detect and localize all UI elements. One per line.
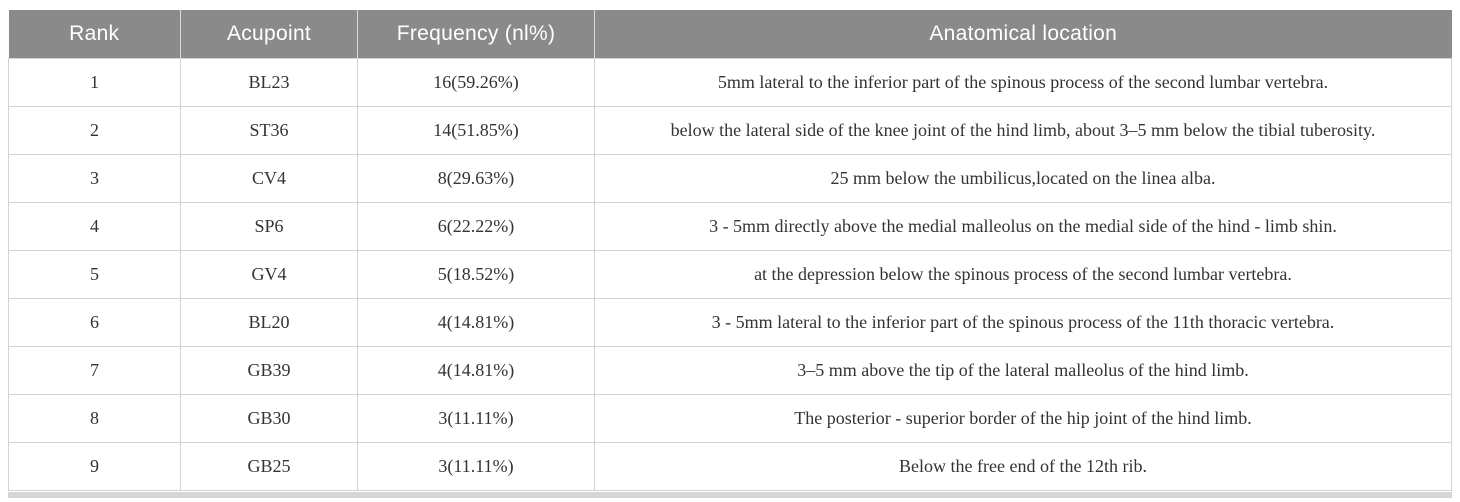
cell-rank: 1 xyxy=(9,59,181,107)
cell-frequency: 3(11.11%) xyxy=(358,443,595,491)
cell-anatomical-location: at the depression below the spinous process of the second lumbar vertebra. xyxy=(595,251,1452,299)
cell-rank: 7 xyxy=(9,347,181,395)
cell-acupoint: SP6 xyxy=(181,203,358,251)
cell-rank: 2 xyxy=(9,107,181,155)
table-row xyxy=(9,299,1452,347)
header-row xyxy=(9,10,1452,59)
table-row xyxy=(9,443,1452,491)
cell-rank: 8 xyxy=(9,395,181,443)
acupoint-frequency-table xyxy=(8,10,1452,491)
cell-anatomical-location: 3 - 5mm lateral to the inferior part of the spinous process of the 11th thoracic vertebra. xyxy=(595,299,1452,347)
table-row xyxy=(9,203,1452,251)
table-row xyxy=(9,59,1452,107)
cell-rank: 5 xyxy=(9,251,181,299)
cell-acupoint: CV4 xyxy=(181,155,358,203)
table-row xyxy=(9,395,1452,443)
table-row xyxy=(9,107,1452,155)
cell-anatomical-location: 5mm lateral to the inferior part of the spinous process of the second lumbar vertebra. xyxy=(595,59,1452,107)
cell-rank: 4 xyxy=(9,203,181,251)
cell-anatomical-location: 25 mm below the umbilicus,located on the linea alba. xyxy=(595,155,1452,203)
cell-anatomical-location: 3 - 5mm directly above the medial malleolus on the medial side of the hind - limb shin. xyxy=(595,203,1452,251)
cell-rank: 9 xyxy=(9,443,181,491)
cell-acupoint: GB30 xyxy=(181,395,358,443)
cell-frequency: 16(59.26%) xyxy=(358,59,595,107)
cell-frequency: 5(18.52%) xyxy=(358,251,595,299)
cell-anatomical-location: below the lateral side of the knee joint of the hind limb, about 3–5 mm below the tibial tuberosity. xyxy=(595,107,1452,155)
cell-acupoint: GB25 xyxy=(181,443,358,491)
cell-frequency: 6(22.22%) xyxy=(358,203,595,251)
column-header-anatomical-location: Anatomical location xyxy=(595,10,1452,59)
cell-frequency: 14(51.85%) xyxy=(358,107,595,155)
cell-frequency: 4(14.81%) xyxy=(358,347,595,395)
table-row xyxy=(9,347,1452,395)
column-header-rank: Rank xyxy=(9,10,181,59)
column-header-frequency: Frequency (nl%) xyxy=(358,10,595,59)
cell-rank: 3 xyxy=(9,155,181,203)
cell-anatomical-location: 3–5 mm above the tip of the lateral malleolus of the hind limb. xyxy=(595,347,1452,395)
table-body xyxy=(9,59,1452,491)
cell-anatomical-location: Below the free end of the 12th rib. xyxy=(595,443,1452,491)
cell-frequency: 8(29.63%) xyxy=(358,155,595,203)
cell-frequency: 3(11.11%) xyxy=(358,395,595,443)
cell-acupoint: GV4 xyxy=(181,251,358,299)
cell-acupoint: BL20 xyxy=(181,299,358,347)
cell-anatomical-location: The posterior - superior border of the hip joint of the hind limb. xyxy=(595,395,1452,443)
cell-frequency: 4(14.81%) xyxy=(358,299,595,347)
cell-acupoint: BL23 xyxy=(181,59,358,107)
cell-acupoint: ST36 xyxy=(181,107,358,155)
table-bottom-strip xyxy=(8,492,1452,498)
column-header-acupoint: Acupoint xyxy=(181,10,358,59)
table-row xyxy=(9,251,1452,299)
table-row xyxy=(9,155,1452,203)
cell-rank: 6 xyxy=(9,299,181,347)
cell-acupoint: GB39 xyxy=(181,347,358,395)
table-header xyxy=(9,10,1452,59)
